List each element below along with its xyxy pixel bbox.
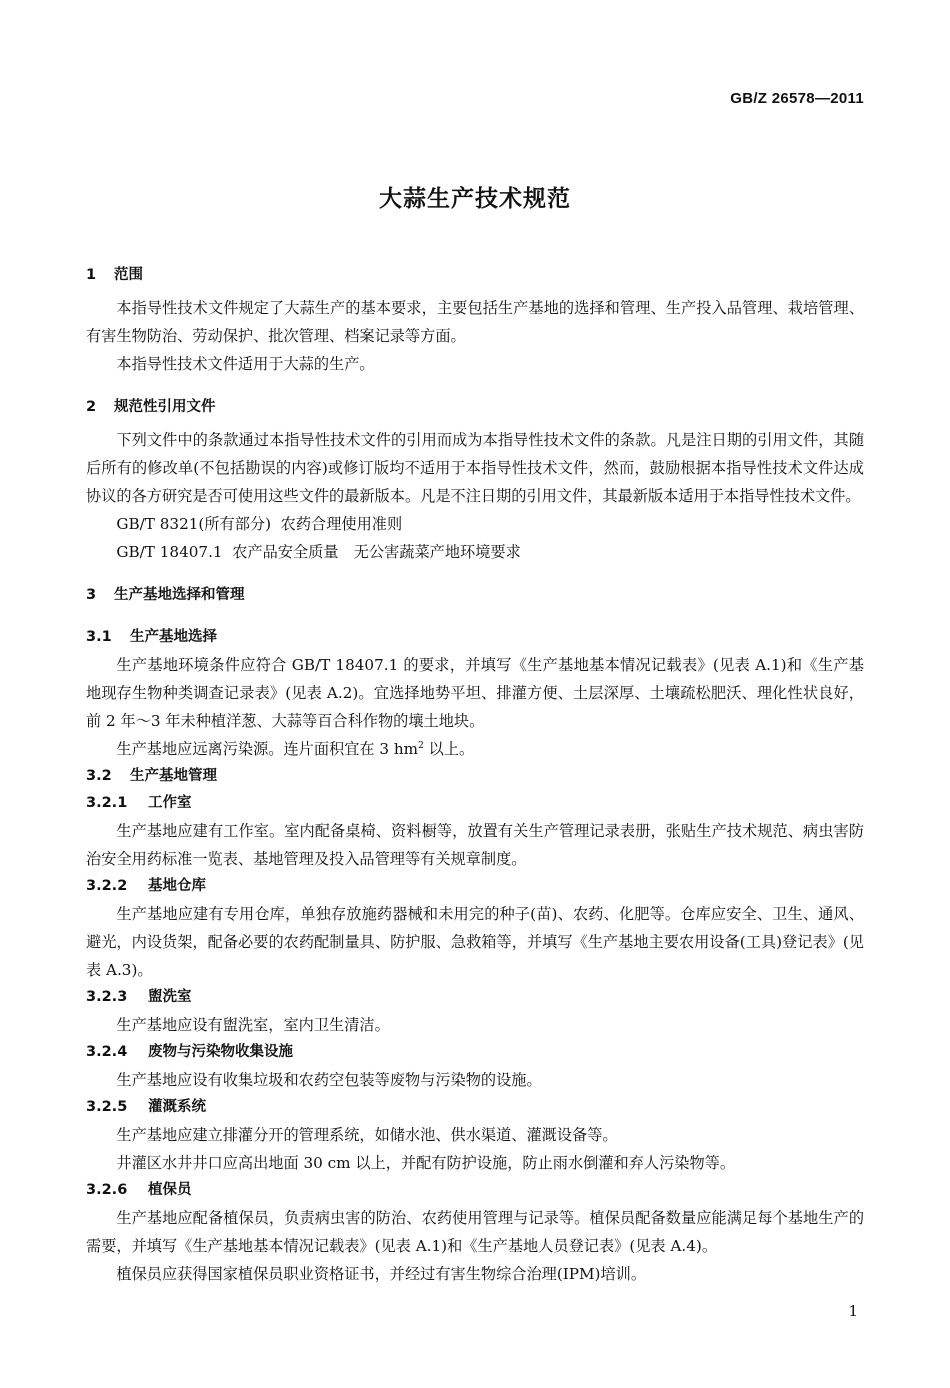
paragraph: 生产基地应设有盥洗室，室内卫生清洁。 [116,1016,390,1034]
section-title: 规范性引用文件 [114,399,216,415]
page-number: 1 [848,1302,858,1320]
subsection-title: 植保员 [148,1182,192,1198]
subsection-number: 3.2.6 [86,1182,128,1198]
document-body [86,262,864,1288]
reference-item [86,510,864,538]
paragraph: 生产基地环境条件应符合 GB/T 18407.1 的要求，并填写《生产基地基本情况记载表》(见表 A.1)和《生产基地现存生物种类调查记录表》(见表 A.2)。宜选择地势平坦、排灌方便、土层深厚、土壤疏松肥沃、理化性状良好，前 2 年～3 年未种植洋葱、大蒜等百合科作物的壤土地块。 [86,656,864,730]
subsection-number: 3.2.2 [86,878,128,894]
section-heading [86,262,864,288]
subsection-title: 基地仓库 [148,878,206,894]
reference-title: 农药合理使用准则 [280,515,403,533]
paragraph: 井灌区水井井口应高出地面 30 cm 以上，并配有防护设施，防止雨水倒灌和弃人污染物等。 [116,1154,736,1172]
paragraph: 生产基地应建有工作室。室内配备桌椅、资料橱等，放置有关生产管理记录表册，张贴生产技术规范、病虫害防治安全用药标准一览表、基地管理及投入品管理等有关规章制度。 [86,822,864,868]
reference-title: 农产品安全质量 无公害蔬菜产地环境要求 [232,543,521,561]
subsection-number: 3.1 [86,629,112,645]
section-title: 生产基地选择和管理 [114,587,245,603]
superscript: 2 [418,740,424,751]
section-number: 1 [86,267,97,283]
section-heading [86,394,864,420]
subsection-heading [86,873,864,900]
section-heading [86,582,864,608]
subsection-heading [86,984,864,1011]
subsection-title: 生产基地选择 [130,629,217,645]
subsection-title: 工作室 [148,795,192,811]
subsection-number: 3.2.1 [86,795,128,811]
reference-code: GB/T 8321(所有部分) [116,515,272,533]
paragraph: 本指导性技术文件适用于大蒜的生产。 [116,355,375,373]
subsection-title: 生产基地管理 [130,768,217,784]
subsection-heading [86,1094,864,1121]
subsection-number: 3.2.5 [86,1099,128,1115]
paragraph: 生产基地应建有专用仓库，单独存放施药器械和未用完的种子(苗)、农药、化肥等。仓库应安全、卫生、通风、避光，内设货架，配备必要的农药配制量具、防护服、急救箱等，并填写《生产基地主要农用设备(工具)登记表》(见表 A.3)。 [86,905,864,979]
paragraph: 下列文件中的条款通过本指导性技术文件的引用而成为本指导性技术文件的条款。凡是注日期的引用文件，其随后所有的修改单(不包括勘误的内容)或修订版均不适用于本指导性技术文件，然而，鼓励根据本指导性技术文件达成协议的各方研究是否可使用这些文件的最新版本。凡是不注日期的引用文件，其最新版本适用于本指导性技术文件。 [86,431,864,505]
reference-item [86,538,864,566]
subsection-number: 3.2 [86,768,112,784]
subsection-number: 3.2.3 [86,989,128,1005]
paragraph: 生产基地应设有收集垃圾和农药空包装等废物与污染物的设施。 [116,1071,542,1089]
subsection-heading [86,1177,864,1204]
section-title: 范围 [114,267,143,283]
paragraph: 植保员应获得国家植保员职业资格证书，并经过有害生物综合治理(IPM)培训。 [116,1265,647,1283]
subsection-heading [86,790,864,817]
subsection-heading [86,1039,864,1066]
subsection-number: 3.2.4 [86,1044,128,1060]
paragraph: 生产基地应远离污染源。连片面积宜在 3 $hm^2$ 以上。 [116,740,475,758]
subsection-title: 灌溉系统 [148,1099,206,1115]
document-title: 大蒜生产技术规范 [379,186,571,212]
subsection-title: 盥洗室 [148,989,192,1005]
section-number: 2 [86,399,97,415]
paragraph: 本指导性技术文件规定了大蒜生产的基本要求，主要包括生产基地的选择和管理、生产投入品管理、栽培管理、有害生物防治、劳动保护、批次管理、档案记录等方面。 [86,299,864,345]
paragraph: 生产基地应配备植保员，负责病虫害的防治、农药使用管理与记录等。植保员配备数量应能满足每个基地生产的需要，并填写《生产基地基本情况记载表》(见表 A.1)和《生产基地人员登记表》(见表 A.4)。 [86,1209,864,1255]
paragraph: 生产基地应建立排灌分开的管理系统，如储水池、供水渠道、灌溉设备等。 [116,1126,618,1144]
reference-code: GB/T 18407.1 [116,543,223,561]
subsection-heading [86,763,864,790]
subsection-title: 废物与污染物收集设施 [148,1044,293,1060]
subsection-heading [86,624,864,651]
standard-code: GB/Z 26578—2011 [730,90,864,107]
section-number: 3 [86,587,97,603]
